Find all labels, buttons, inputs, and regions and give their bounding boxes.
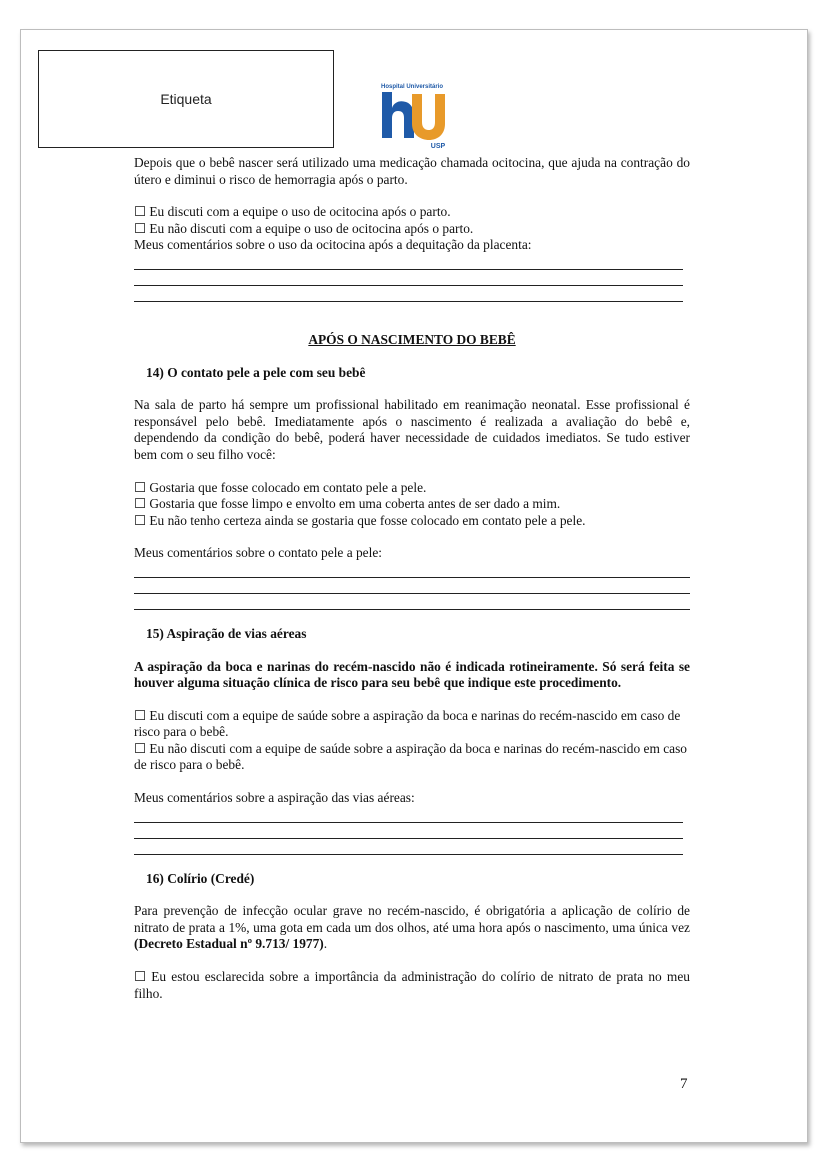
checkbox-icon[interactable]: ☐ — [134, 512, 147, 528]
q15-option-2[interactable]: ☐ Eu não discuti com a equipe de saúde sobre a aspiração da boca e narinas do recém-nascido em caso de risco para o bebê. — [134, 740, 688, 773]
q14-option-3[interactable]: ☐ Eu não tenho certeza ainda se gostaria que fosse colocado em contato pele a pele. — [134, 512, 586, 528]
checkbox-icon[interactable]: ☐ — [134, 969, 147, 985]
ocitocina-option-2[interactable]: ☐ Eu não discuti com a equipe o uso de ocitocina após o parto. — [134, 220, 474, 236]
logo-text-top: Hospital Universitário — [380, 84, 444, 90]
q15-comments-label: Meus comentários sobre a aspiração das vias aéreas: — [134, 790, 415, 806]
q15-paragraph: A aspiração da boca e narinas do recém-nascido não é indicada rotineiramente. Só será feita se houver alguma situação clínica de risco para seu bebê que indique este procedimento. — [134, 658, 690, 691]
q14-option-1[interactable]: ☐ Gostaria que fosse colocado em contato pele a pele. — [134, 479, 427, 495]
q14-heading: 14) O contato pele a pele com seu bebê — [146, 364, 366, 380]
checkbox-icon[interactable]: ☐ — [134, 740, 147, 756]
q16-paragraph: Para prevenção de infecção ocular grave no recém-nascido, é obrigatória a aplicação de colírio de nitrato de prata a 1%, uma gota em cada um dos olhos, até uma hora após o nascimento, uma única vez (Decreto Estadual nº 9.713/ 1977). — [134, 903, 690, 952]
ocitocina-option-1[interactable]: ☐ Eu discuti com a equipe o uso de ocitocina após o parto. — [134, 204, 451, 220]
q14-option-2[interactable]: ☐ Gostaria que fosse limpo e envolto em uma coberta antes de ser dado a mim. — [134, 496, 561, 512]
q14-comments-label: Meus comentários sobre o contato pele a pele: — [134, 545, 383, 561]
checkbox-icon[interactable]: ☐ — [134, 204, 147, 220]
comment-line[interactable] — [134, 807, 683, 823]
section-title: APÓS O NASCIMENTO DO BEBÊ — [308, 331, 516, 347]
document-content — [134, 155, 690, 1002]
comment-line[interactable] — [134, 839, 683, 855]
hu-usp-logo-icon — [376, 80, 448, 150]
label-box — [38, 50, 334, 148]
comment-line[interactable] — [134, 254, 683, 270]
comment-line[interactable] — [134, 270, 683, 286]
q15-heading: 15) Aspiração de vias aéreas — [146, 625, 307, 641]
checkbox-icon[interactable]: ☐ — [134, 707, 147, 723]
ocitocina-comments-label: Meus comentários sobre o uso da ocitocina após a dequitação da placenta: — [134, 237, 532, 253]
comment-line[interactable] — [134, 823, 683, 839]
comment-line[interactable] — [134, 594, 690, 610]
q16-option-1[interactable]: ☐ Eu estou esclarecida sobre a importância da administração do colírio de nitrato de prata no meu filho. — [134, 969, 690, 1001]
q15-option-1[interactable]: ☐ Eu discuti com a equipe de saúde sobre a aspiração da boca e narinas do recém-nascido em caso de risco para o bebê. — [134, 707, 681, 740]
checkbox-icon[interactable]: ☐ — [134, 220, 147, 236]
checkbox-icon[interactable]: ☐ — [134, 479, 147, 495]
comment-line[interactable] — [134, 286, 683, 302]
page-number: 7 — [680, 1076, 688, 1092]
q16-heading: 16) Colírio (Credé) — [146, 870, 255, 886]
logo-text-bottom: USP — [430, 143, 446, 150]
checkbox-icon[interactable]: ☐ — [134, 496, 147, 512]
comment-line[interactable] — [134, 578, 690, 594]
ocitocina-paragraph: Depois que o bebê nascer será utilizado uma medicação chamada ocitocina, que ajuda na contração do útero e diminui o risco de hemorragia após o parto. — [134, 155, 690, 187]
hospital-logo — [376, 80, 448, 150]
q14-paragraph: Na sala de parto há sempre um profissional habilitado em reanimação neonatal. Esse profissional é responsável pelo bebê. Imediatamente após o nascimento é realizada a avaliação do bebê e, dependendo da condição do bebê, poderá haver necessidade de cuidados imediatos. Se tudo estiver bem com o seu filho você: — [134, 397, 690, 462]
comment-line[interactable] — [134, 562, 690, 578]
label-box-text: Etiqueta — [160, 91, 212, 107]
